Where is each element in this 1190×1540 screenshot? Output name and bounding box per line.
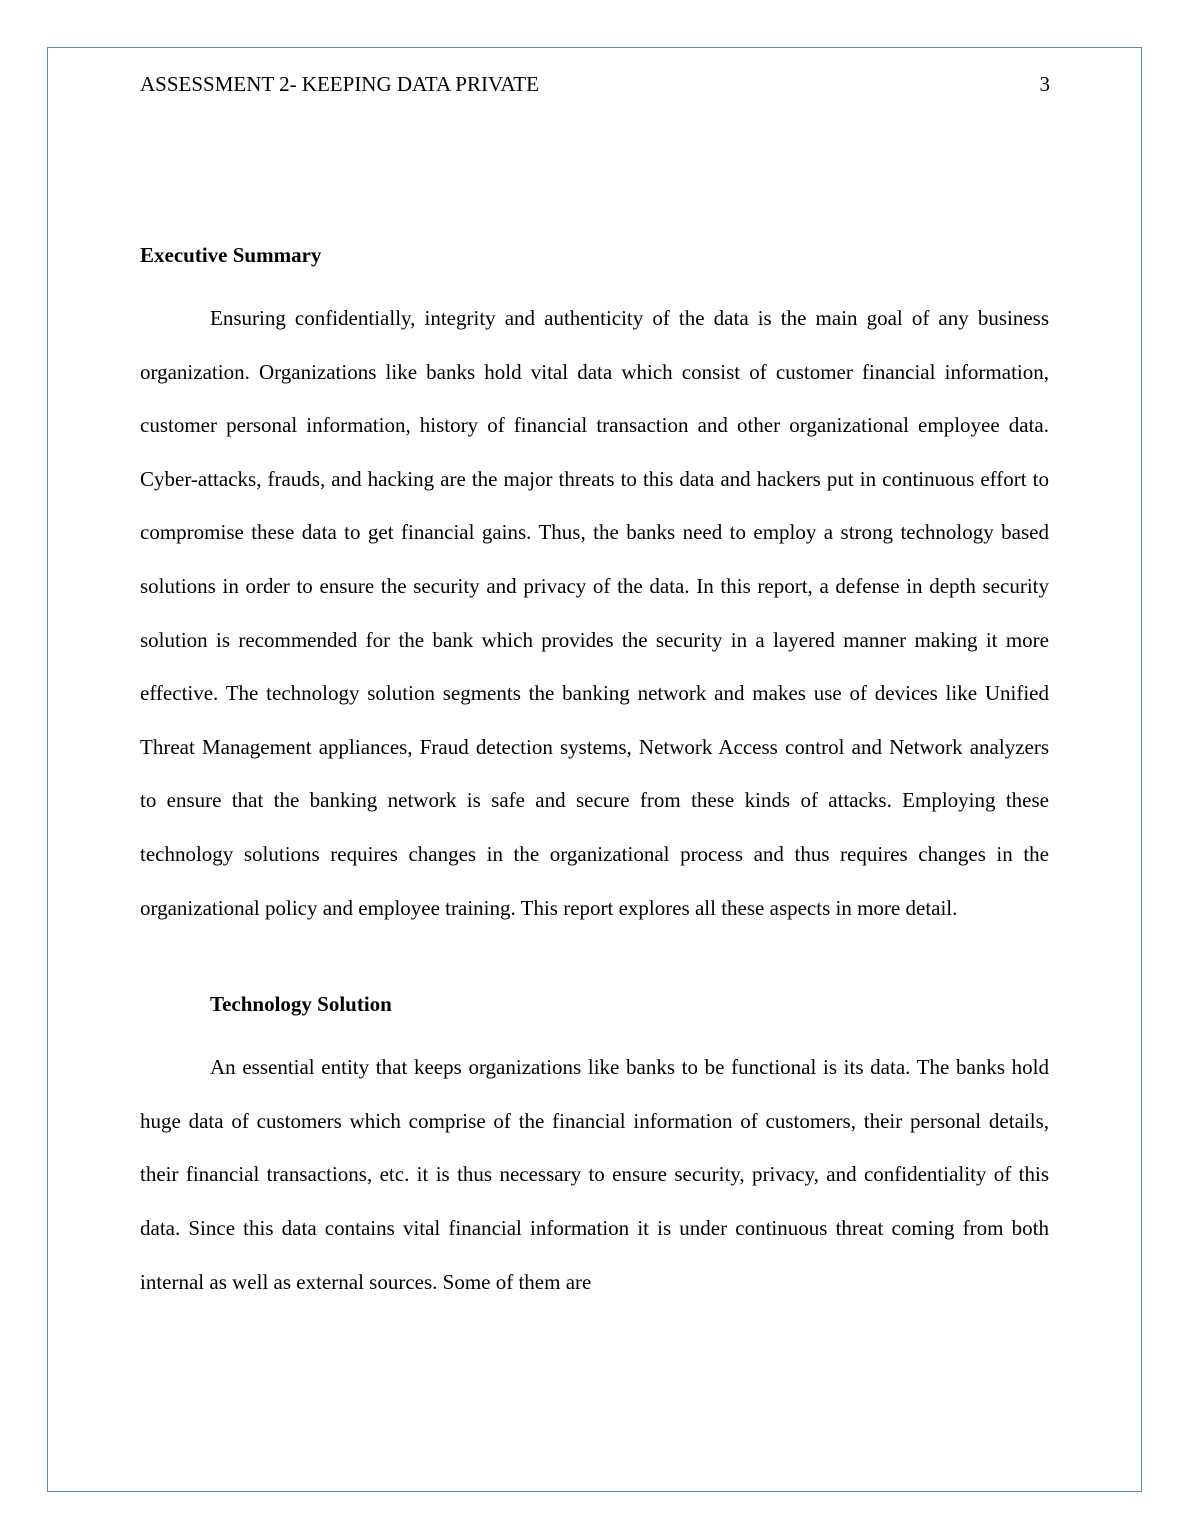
technology-solution-paragraph: An essential entity that keeps organizations like banks to be functional is its data. The banks hold huge data of customers which comprise of the financial information of customers, their personal details, their financial transactions, etc. it is thus necessary to ensure security, privacy, and confidentiality of this data. Since this data contains vital financial information it is under continuous threat coming from both internal as well as external sources. Some of them are [140,1055,1049,1294]
running-header-title: ASSESSMENT 2- KEEPING DATA PRIVATE [140,72,539,96]
executive-summary-paragraph: Ensuring confidentially, integrity and authenticity of the data is the main goal of any business organization. Organizations like banks hold vital data which consist of customer financial information, customer personal information, history of financial transaction and other organizational employee data. Cyber-attacks, frauds, and hacking are the major threats to this data and hackers put in continuous effort to compromise these data to get financial gains. Thus, the banks need to employ a strong technology based solutions in order to ensure the security and privacy of the data. In this report, a defense in depth security solution is recommended for the bank which provides the security in a layered manner making it more effective. The technology solution segments the banking network and makes use of devices like Unified Threat Management appliances, Fraud detection systems, Network Access control and Network analyzers to ensure that the banking network is safe and secure from these kinds of attacks. Employing these technology solutions requires changes in the organizational process and thus requires changes in the organizational policy and employee training. This report explores all these aspects in more detail. [140,306,1049,920]
section-spacer [140,935,1049,988]
executive-summary-heading: Executive Summary [140,243,322,267]
document-body [140,239,1049,1309]
page-number: 3 [1039,72,1050,96]
technology-solution-heading: Technology Solution [210,992,392,1017]
